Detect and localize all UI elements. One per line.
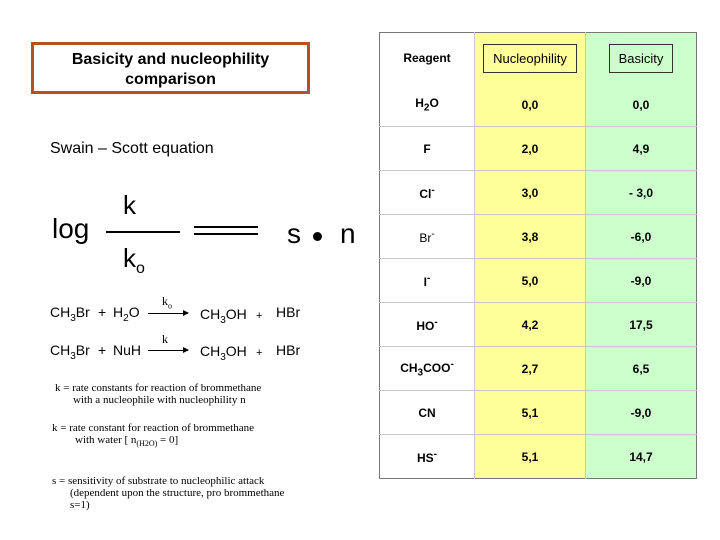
definition-ko: k = rate constant for reaction of brommethane with water [ $n_{(H2O)} = 0$] [52, 422, 254, 449]
reaction2-product2: HBr [276, 342, 301, 358]
table-header-row [380, 33, 697, 84]
basicity-cell: -9,0 [586, 391, 697, 435]
nucleophility-cell: 3,0 [475, 171, 586, 215]
reaction2-reactant1: $CH_3Br$ [50, 342, 90, 362]
table-row [380, 303, 697, 347]
reaction2-plus2: + [256, 347, 263, 359]
table-row [380, 127, 697, 171]
reaction1-reactant2: $H_2O$ [113, 304, 140, 324]
table-row [380, 435, 697, 479]
table-row [380, 391, 697, 435]
equation-s: s [287, 218, 301, 249]
title-line-2: comparison [125, 71, 216, 88]
basicity-cell: 14,7 [586, 435, 697, 479]
reaction2-plus1: + [98, 342, 107, 358]
equation-equals-top [194, 226, 258, 228]
basicity-cell: -9,0 [586, 259, 697, 303]
definition-k: k = rate constants for reaction of brommethane with a nucleophile with nucleophility n [55, 382, 262, 406]
equation-n: n [340, 218, 356, 249]
nucleophility-cell: 4,2 [475, 303, 586, 347]
basicity-cell: 6,5 [586, 347, 697, 391]
reaction1-rate-constant: $k_o$ [162, 294, 172, 311]
reagent-cell: I- [380, 259, 475, 303]
equation-multiply-dot [313, 232, 322, 241]
nucleophility-cell: 0,0 [475, 83, 586, 127]
basicity-cell: -6,0 [586, 215, 697, 259]
reaction1-product2: HBr [276, 304, 301, 320]
table-row [380, 259, 697, 303]
nucleophility-cell: 2,0 [475, 127, 586, 171]
nucleophility-cell: 5,0 [475, 259, 586, 303]
equation-k-denominator: $k_o$ [123, 243, 145, 278]
reaction2-product1: $CH_3OH$ [200, 343, 247, 363]
reaction1-plus2: + [256, 310, 263, 322]
reagent-cell: F [380, 127, 475, 171]
equation-log: log [52, 213, 90, 244]
reaction1-product1: $CH_3OH$ [200, 306, 247, 326]
basicity-cell: 4,9 [586, 127, 697, 171]
equation-equals-bottom [194, 233, 258, 235]
title-line-1: Basicity and nucleophility [71, 51, 270, 68]
reaction1-reactant1: $CH_3Br$ [50, 304, 90, 324]
header-nucleophility: Nucleophility [475, 33, 586, 84]
subtitle: Swain – Scott equation [50, 140, 214, 157]
table-row [380, 171, 697, 215]
header-basicity: Basicity [586, 33, 697, 84]
basicity-cell: - 3,0 [586, 171, 697, 215]
reagent-cell: HS- [380, 435, 475, 479]
reagent-cell: CN [380, 391, 475, 435]
header-reagent: Reagent [380, 33, 475, 84]
nucleophility-cell: 2,7 [475, 347, 586, 391]
reagent-cell: $CH_3COO^-$ [380, 347, 475, 391]
table-row [380, 347, 697, 391]
nucleophility-cell: 3,8 [475, 215, 586, 259]
nucleophility-cell: 5,1 [475, 435, 586, 479]
reagent-cell: Cl- [380, 171, 475, 215]
reaction2-rate-constant: k [162, 332, 168, 346]
equation-k-numerator: k [123, 190, 136, 220]
reaction2-reactant2: NuH [113, 342, 142, 358]
reagent-cell: $H_2O$ [380, 83, 475, 127]
equation-fraction-bar [106, 231, 180, 233]
basicity-cell: 0,0 [586, 83, 697, 127]
slide-title [31, 42, 310, 94]
reaction1-arrow [148, 313, 188, 314]
nucleophility-cell: 5,1 [475, 391, 586, 435]
comparison-table [379, 32, 697, 479]
reagent-cell: Br- [380, 215, 475, 259]
table-row [380, 83, 697, 127]
reaction2-arrow [148, 350, 188, 351]
reagent-cell: HO- [380, 303, 475, 347]
basicity-cell: 17,5 [586, 303, 697, 347]
definition-s: s = sensitivity of substrate to nucleophilic attack (dependent upon the structure, pro brommethane s=1) [52, 475, 285, 511]
table-row [380, 215, 697, 259]
reaction1-plus1: + [98, 304, 107, 320]
